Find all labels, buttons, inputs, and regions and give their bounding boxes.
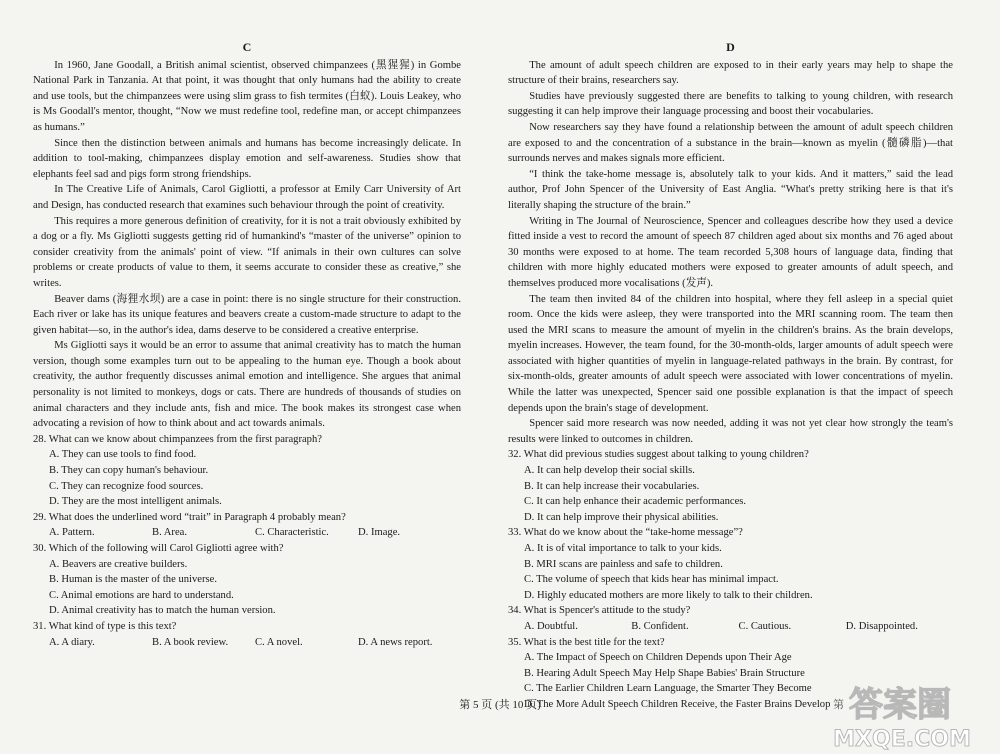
option: D. Highly educated mothers are more likely to talk to their children.: [524, 589, 813, 601]
watermark-text: 答案圈: [849, 685, 951, 725]
question-32: 32. What did previous studies suggest about talking to young children?: [508, 449, 809, 461]
option: C. Cautious.: [738, 620, 792, 632]
paragraph: The team then invited 84 of the children into hospital, where they fell asleep in a special quiet room. Once the kids were asleep, they were transported into the MRI scanning room. The team then used the MRI scans to measure the amount of myelin in the children's brains. As the brain develops, myelin increases. However, the team found, for the 30-month-olds, larger amounts of adult speech were associated with higher quantities of myelin in language-related pathways in the brain. By contrast, for six-month-olds, greater amounts of adult speech were associated with lower concentrations of myelin. While the latter was unexpected, Spencer said one possible explanation is that the impact of speech depends upon the brain's stage of development.: [508, 293, 953, 414]
option: A. Beavers are creative builders.: [49, 558, 188, 570]
paragraph: Ms Gigliotti says it would be an error to assume that animal creativity has to match the human version, though some examples turn out to be appealing to the human eye. Though a book about creativity, the author frequently discusses animal emotion and intelligence. She argues that animal personality is not limited to monkeys, dogs or cats. There are hundreds of thousands of studies on animal characters and they include ants, fish and mice. The book makes its strongest case when advocating a revision of how to think about and act towards animals.: [33, 340, 461, 430]
paragraph: This requires a more generous definition of creativity, for it is not a trait obviously exhibited by a dog or a fly. Ms Gigliotti suggests getting rid of humankind's “master of the universe” opinion to consider creativity from the animals' point of view. “If animals in their own cultures can solve problems or create products of value to them, it seems accurate to consider these as creative,” she writes.: [33, 215, 461, 289]
page-number: 第 5 页 (共 10 页): [459, 699, 541, 711]
option: C. They can recognize food sources.: [49, 480, 204, 492]
option: B. Human is the master of the universe.: [49, 574, 217, 586]
option: D. A news report.: [358, 636, 433, 648]
option: B. They can copy human's behaviour.: [49, 465, 209, 477]
options-row: [524, 619, 953, 635]
section-title-c: C: [242, 40, 252, 54]
paragraph: Now researchers say they have found a relationship between the amount of adult speech children are exposed to and the concentration of a substance in the brain—known as myelin (髓磷脂)—that surrounds nerves and makes signals more efficient.: [508, 121, 953, 165]
option: D. It can help improve their physical abilities.: [524, 511, 719, 523]
question-33: 33. What do we know about the “take-home message”?: [508, 527, 743, 539]
question-28: 28. What can we know about chimpanzees from the first paragraph?: [33, 433, 322, 445]
option: C. It can help enhance their academic performances.: [524, 496, 747, 508]
paragraph: Writing in The Journal of Neuroscience, Spencer and colleagues describe how they used a device fitted inside a vest to record the amount of speech 87 children aged about six months and 76 aged about 30 months were exposed to at home. The team recorded 5,308 hours of language data, finding that children with more highly educated mothers were exposed to greater amounts of adult speech, and themselves produced more vocalisations (发声).: [508, 215, 953, 289]
option: A. They can use tools to find food.: [49, 449, 197, 461]
paragraph: In 1960, Jane Goodall, a British animal scientist, observed chimpanzees (黑猩猩) in Gombe National Park in Tanzania. At that point, it was thought that only humans had the ability to create and use tools, but the chimpanzees were using slim grass to fish termites (白蚁). Louis Leakey, who is Ms Goodall's mentor, thought, “Now we must redefine tool, redefine man, or accept chimpanzees as humans.”: [33, 59, 461, 133]
option: D. Animal creativity has to match the human version.: [49, 605, 276, 617]
options-row: [49, 525, 461, 541]
page-number-right: 第: [833, 699, 844, 711]
option: A. A diary.: [49, 636, 95, 648]
option: C. Animal emotions are hard to understand.: [49, 589, 234, 601]
option: D. They are the most intelligent animals.: [49, 496, 222, 508]
option: D. Image.: [358, 527, 401, 539]
paragraph: Spencer said more research was now needed, adding it was not yet clear how strongly the team's results were linked to outcomes in children.: [508, 418, 953, 445]
option: B. MRI scans are painless and safe to children.: [524, 558, 723, 570]
paragraph: Studies have previously suggested there are benefits to talking to young children, with research suggesting it can help improve their language processing and boost their vocabularies.: [508, 90, 953, 118]
question-29: 29. What does the underlined word “trait” in Paragraph 4 probably mean?: [33, 511, 346, 523]
passage-c: [33, 40, 461, 650]
question-34: 34. What is Spencer's attitude to the study?: [508, 605, 691, 617]
option: B. A book review.: [152, 636, 229, 648]
paragraph: The amount of adult speech children are exposed to in their early years may help to shape the structure of their brains, researchers say.: [508, 59, 953, 87]
option: C. A novel.: [255, 636, 303, 648]
watermark-logo: [810, 680, 990, 750]
option: C. The Earlier Children Learn Language, the Smarter They Become: [524, 683, 812, 695]
question-30: 30. Which of the following will Carol Gigliotti agree with?: [33, 543, 284, 554]
section-title-d: D: [726, 40, 735, 54]
passage-d: [508, 40, 953, 713]
paragraph: Beaver dams (海狸水坝) are a case in point: there is no single structure for their construction. Each river or lake has its unique features and beavers create a custom-made structure to adapt to the given habitat—so, in the author's idea, dams deserve to be considered a creative enterprise.: [33, 293, 461, 336]
option: A. The Impact of Speech on Children Depends upon Their Age: [524, 652, 792, 664]
option: D. The More Adult Speech Children Receive, the Faster Brains Develop: [524, 698, 831, 710]
question-35: 35. What is the best title for the text?: [508, 636, 665, 648]
option: B. Confident.: [631, 620, 689, 632]
option: B. Area.: [152, 527, 188, 539]
option: C. The volume of speech that kids hear has minimal impact.: [524, 574, 779, 586]
paragraph: In The Creative Life of Animals, Carol Gigliotti, a professor at Emily Carr University of Art and Design, has conducted research that examines such behaviour through the point of creativity.: [33, 184, 461, 211]
question-31: 31. What kind of type is this text?: [33, 620, 177, 632]
option: B. Hearing Adult Speech May Help Shape Babies' Brain Structure: [524, 667, 805, 679]
option: A. Pattern.: [49, 527, 95, 539]
option: A. It can help develop their social skills.: [524, 465, 695, 477]
option: A. It is of vital importance to talk to your kids.: [524, 543, 722, 554]
options-row: [49, 635, 461, 651]
option: C. Characteristic.: [255, 527, 329, 539]
paragraph: Since then the distinction between animals and humans has become increasingly delicate. In addition to tool-making, chimpanzees display emotion and self-awareness. Studies show that elephants feel sad and pigs form strong friendships.: [33, 137, 461, 180]
option: D. Disappointed.: [845, 620, 918, 632]
option: B. It can help increase their vocabularies.: [524, 480, 700, 492]
paragraph: “I think the take-home message is, absolutely talk to your kids. And it matters,” said the lead author, Prof John Spencer of the University of East Anglia. “What's pretty striking here is that it's literally shaping the structure of the brain.”: [508, 168, 953, 211]
option: A. Doubtful.: [524, 620, 578, 632]
watermark-url: MXQE.COM: [833, 727, 971, 750]
